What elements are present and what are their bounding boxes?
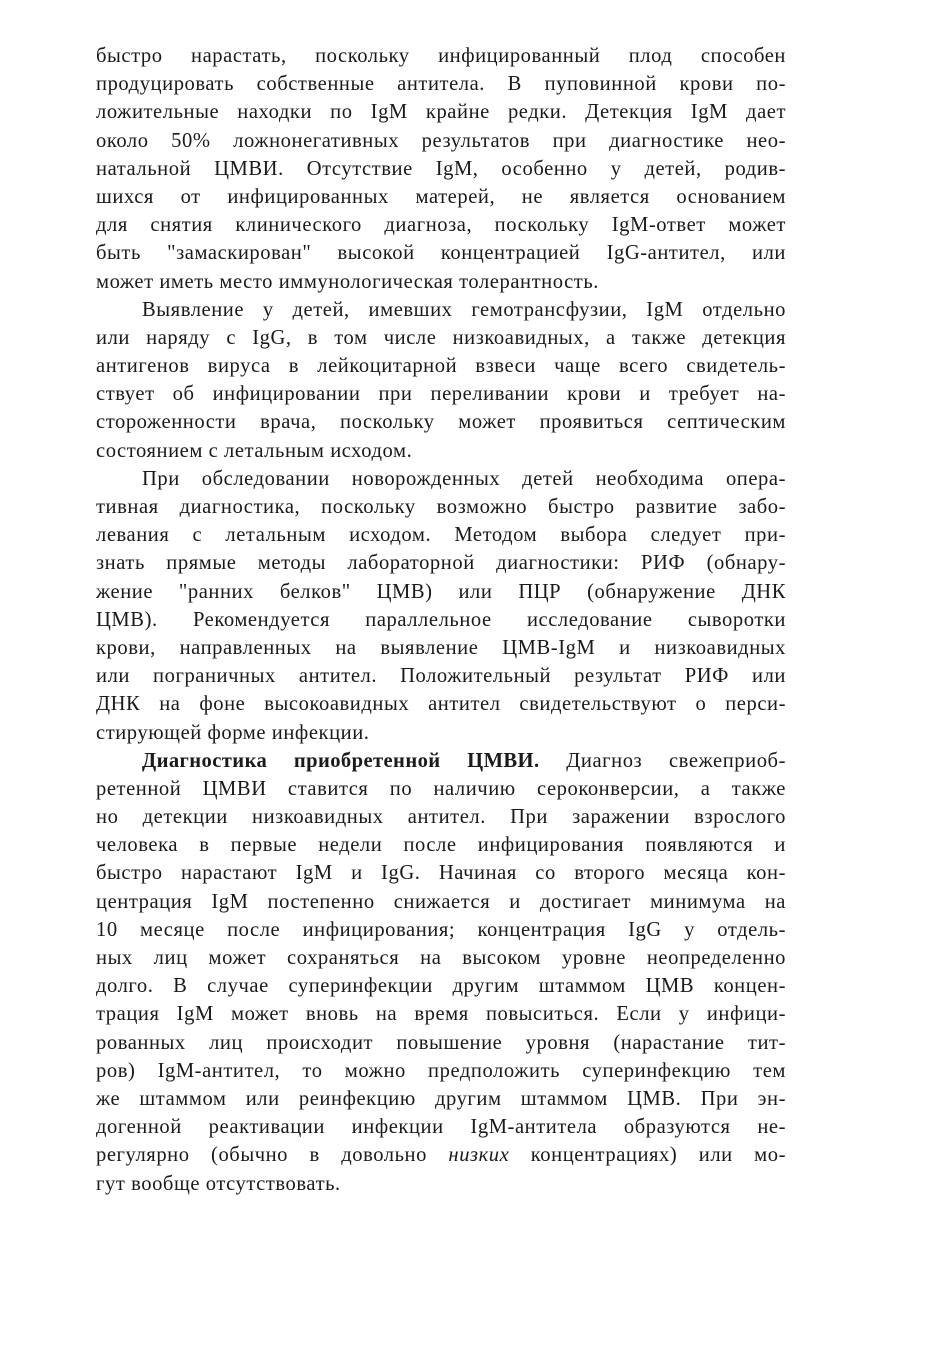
text-line: ДНК на фоне высокоавидных антител свидетельствуют о перси-	[96, 693, 786, 716]
text-line: же штаммом или реинфекцию другим штаммом ЦМВ. При эн-	[96, 1087, 786, 1110]
text-line: долго. В случае суперинфекции другим штаммом ЦМВ концен-	[96, 975, 786, 998]
text-line: ных лиц может сохраняться на высоком уровне неопределенно	[96, 947, 786, 969]
text-line: ложительные находки по IgM крайне редки. Детекция IgM дает	[96, 101, 786, 124]
text-line: левания с летальным исходом. Методом выбора следует при-	[96, 524, 786, 547]
text-fragment: регулярно (обычно в довольно	[96, 1144, 449, 1167]
text-line: шихся от инфицированных матерей, не является основанием	[96, 185, 786, 208]
document-page	[96, 42, 786, 1198]
text-line	[96, 747, 786, 775]
text-line: для снятия клинического диагноза, поскольку IgM-ответ может	[96, 214, 786, 237]
text-line: ретенной ЦМВИ ставится по наличию сероконверсии, а также	[96, 777, 786, 800]
text-line: крови, направленных на выявление ЦМВ-IgM и низкоавидных	[96, 636, 786, 659]
text-line: человека в первые недели после инфицирования появляются и	[96, 834, 786, 857]
text-line: стирующей форме инфекции.	[96, 721, 370, 744]
text-line: ствует об инфицировании при переливании крови и требует на-	[96, 383, 786, 406]
text-line: трация IgM может вновь на время повыситься. Если у инфици-	[96, 1003, 786, 1026]
text-line: быстро нарастают IgM и IgG. Начиная со второго месяца кон-	[96, 862, 786, 885]
text-line: жение "ранних белков" ЦМВ) или ПЦР (обнаружение ДНК	[96, 580, 786, 603]
text-line: тивная диагностика, поскольку возможно быстро развитие забо-	[96, 496, 786, 518]
text-line: состоянием с летальным исходом.	[96, 439, 413, 462]
text-line: Выявление у детей, имевших гемотрансфузии, IgM отдельно	[142, 298, 786, 321]
text-line: стороженности врача, поскольку может проявиться септическим	[96, 411, 786, 434]
text-line: При обследовании новорожденных детей необходима опера-	[142, 467, 786, 490]
text-line: быть "замаскирован" высокой концентрацией IgG-антител, или	[96, 242, 786, 265]
text-line	[96, 1141, 786, 1169]
paragraph-3	[96, 465, 786, 747]
text-line: рованных лиц происходит повышение уровня (нарастание тит-	[96, 1031, 786, 1054]
text-line: быстро нарастать, поскольку инфицированный плод способен	[96, 45, 786, 67]
text-line: или наряду с IgG, в том числе низкоавидных, а также детекция	[96, 326, 786, 349]
text-line: ров) IgM-антител, то можно предположить суперинфекцию тем	[96, 1059, 786, 1082]
text-line: продуцировать собственные антитела. В пуповинной крови по-	[96, 73, 786, 96]
text-line: ЦМВ). Рекомендуется параллельное исследование сыворотки	[96, 608, 786, 631]
text-line: гут вообще отсутствовать.	[96, 1172, 341, 1195]
text-line: 10 месяце после инфицирования; концентрация IgG у отдель-	[96, 918, 786, 941]
text-line: но детекции низкоавидных антител. При заражении взрослого	[96, 806, 786, 829]
text-fragment: концентрациях) или мо-	[509, 1144, 787, 1167]
text-line: натальной ЦМВИ. Отсутствие IgM, особенно у детей, родив-	[96, 157, 786, 180]
text-line: около 50% ложнонегативных результатов при диагностике нео-	[96, 129, 786, 152]
text-line: или пограничных антител. Положительный результат РИФ или	[96, 665, 786, 688]
text-fragment: Диагноз свежеприоб-	[539, 749, 786, 772]
text-line: центрация IgM постепенно снижается и достигает минимума на	[96, 890, 786, 913]
text-line: догенной реактивации инфекции IgM-антитела образуются не-	[96, 1116, 786, 1139]
text-line: может иметь место иммунологическая толерантность.	[96, 270, 599, 293]
section-heading: Диагностика приобретенной ЦМВИ.	[142, 749, 540, 772]
text-line: антигенов вируса в лейкоцитарной взвеси чаще всего свидетель-	[96, 355, 786, 378]
paragraph-1	[96, 42, 786, 296]
paragraph-4	[96, 747, 786, 1198]
italic-word: низких	[448, 1144, 510, 1167]
text-line: знать прямые методы лабораторной диагностики: РИФ (обнару-	[96, 552, 786, 575]
paragraph-2	[96, 296, 786, 465]
